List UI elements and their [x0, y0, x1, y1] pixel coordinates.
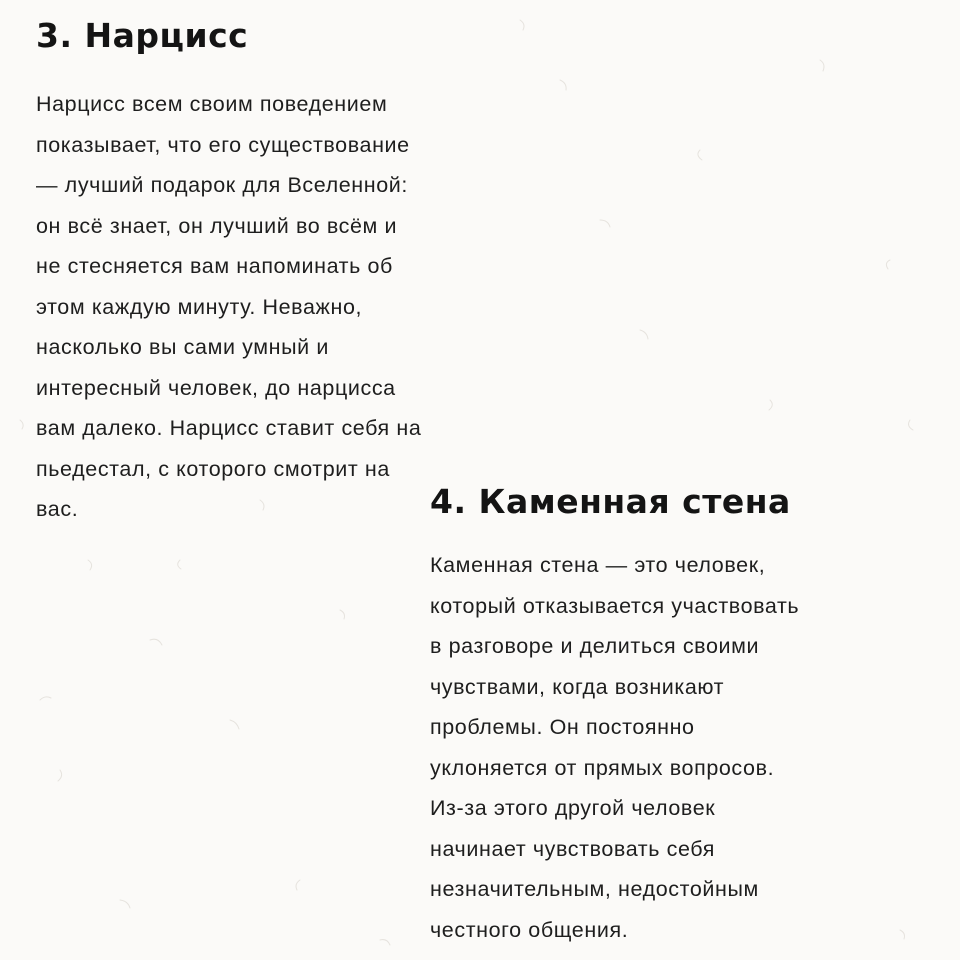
body-line: вам далеко. Нарцисс ставит себя на — [36, 416, 422, 440]
body-line: честного общения. — [430, 917, 629, 942]
body-line: пьедестал, с которого смотрит на — [36, 456, 390, 481]
body-line: уклоняется от прямых вопросов. — [430, 755, 775, 780]
body-line: вас. — [36, 497, 79, 521]
body-line: незначительным, недостойным — [430, 877, 759, 901]
body-line: этом каждую минуту. Неважно, — [36, 294, 363, 319]
body-line: в разговоре и делиться своими — [430, 634, 760, 658]
body-line: не стесняется вам напоминать об — [36, 254, 393, 278]
section-body-stonewall — [430, 545, 930, 950]
body-line: насколько вы сами умный и — [36, 335, 329, 359]
body-line: проблемы. Он постоянно — [430, 715, 695, 739]
body-line: интересный человек, до нарцисса — [36, 375, 396, 400]
body-line: показывает, что его существование — [36, 132, 410, 157]
body-line: Из-за этого другой человек — [430, 796, 716, 820]
body-line: — лучший подарок для Вселенной: — [36, 173, 408, 197]
section-stonewall — [430, 480, 930, 950]
body-line: он всё знает, он лучший во всём и — [36, 213, 398, 238]
body-line: Каменная стена — это человек, — [430, 553, 766, 577]
section-narcissist — [36, 14, 536, 530]
section-body-narcissist — [36, 84, 536, 530]
section-heading-narcissist: 3. Нарцисс — [36, 16, 249, 55]
body-line: чувствами, когда возникают — [430, 674, 725, 699]
body-line: Нарцисс всем своим поведением — [36, 92, 388, 116]
body-line: начинает чувствовать себя — [430, 836, 715, 861]
body-line: который отказывается участвовать — [430, 593, 800, 618]
section-heading-stonewall: 4. Каменная стена — [430, 482, 791, 521]
